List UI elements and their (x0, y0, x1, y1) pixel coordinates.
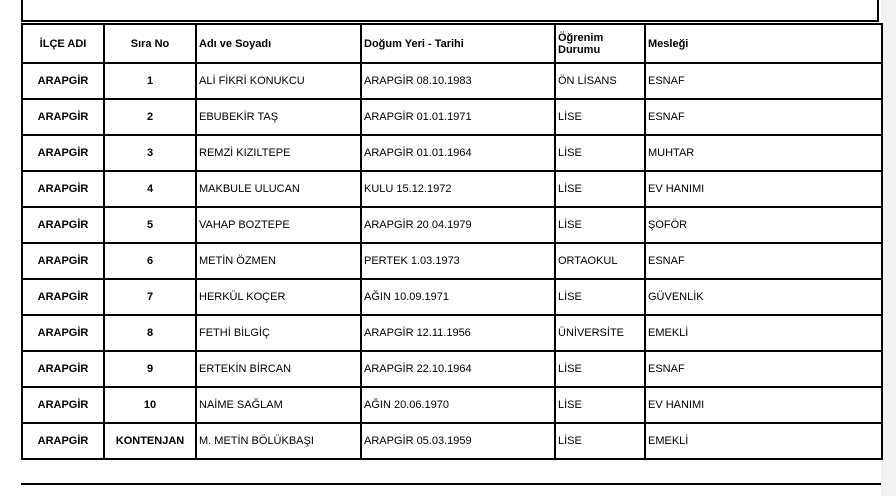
cell-ilce: ARAPGİR (22, 351, 104, 387)
cell-sira: 7 (104, 279, 196, 315)
cell-sira: 2 (104, 99, 196, 135)
cell-ogrenim: LİSE (555, 135, 645, 171)
table-row (22, 171, 882, 207)
cell-dogum: AĞIN 20.06.1970 (361, 387, 555, 423)
cell-ad: ALİ FİKRİ KONUKCU (196, 63, 361, 99)
cell-ogrenim: LİSE (555, 387, 645, 423)
table-row (22, 423, 882, 459)
cell-dogum: ARAPGİR 20 04.1979 (361, 207, 555, 243)
header-ad: Adı ve Soyadı (196, 24, 361, 63)
cell-ilce: ARAPGİR (22, 243, 104, 279)
cell-ogrenim: LİSE (555, 279, 645, 315)
cell-ad: HERKÜL KOÇER (196, 279, 361, 315)
candidate-table (21, 23, 883, 460)
cell-dogum: ARAPGİR 05.03.1959 (361, 423, 555, 459)
cell-ogrenim: LİSE (555, 171, 645, 207)
cell-sira: 3 (104, 135, 196, 171)
cell-dogum: KULU 15.12.1972 (361, 171, 555, 207)
cell-ilce: ARAPGİR (22, 279, 104, 315)
cell-meslek: EV HANIMI (645, 171, 882, 207)
cell-meslek: GÜVENLİK (645, 279, 882, 315)
cell-ilce: ARAPGİR (22, 63, 104, 99)
cell-sira: 9 (104, 351, 196, 387)
table-row (22, 243, 882, 279)
cell-ilce: ARAPGİR (22, 423, 104, 459)
cell-ad: NAİME SAĞLAM (196, 387, 361, 423)
cell-ad: EBUBEKİR TAŞ (196, 99, 361, 135)
cell-ogrenim: ÜNİVERSİTE (555, 315, 645, 351)
cell-meslek: ESNAF (645, 63, 882, 99)
cell-ilce: ARAPGİR (22, 99, 104, 135)
cell-ad: METİN ÖZMEN (196, 243, 361, 279)
cell-sira: 10 (104, 387, 196, 423)
cell-ad: MAKBULE ULUCAN (196, 171, 361, 207)
table-row (22, 99, 882, 135)
cell-ad: VAHAP BOZTEPE (196, 207, 361, 243)
cell-ilce: ARAPGİR (22, 315, 104, 351)
cell-ilce: ARAPGİR (22, 207, 104, 243)
cell-ilce: ARAPGİR (22, 387, 104, 423)
header-ilce: İLÇE ADI (22, 24, 104, 63)
cell-ad: ERTEKİN BİRCAN (196, 351, 361, 387)
cell-dogum: ARAPGİR 12.11.1956 (361, 315, 555, 351)
cell-meslek: ŞOFÖR (645, 207, 882, 243)
table-row (22, 135, 882, 171)
cell-meslek: EMEKLİ (645, 423, 882, 459)
header-ogrenim: Öğrenim Durumu (555, 24, 645, 63)
cell-sira: 6 (104, 243, 196, 279)
table-row (22, 387, 882, 423)
cell-sira: 1 (104, 63, 196, 99)
cell-dogum: AĞIN 10.09.1971 (361, 279, 555, 315)
cell-ad: REMZİ KIZILTEPE (196, 135, 361, 171)
cell-meslek: MUHTAR (645, 135, 882, 171)
cell-ad: M. METİN BÖLÜKBAŞI (196, 423, 361, 459)
cell-meslek: ESNAF (645, 243, 882, 279)
cell-meslek: EMEKLİ (645, 315, 882, 351)
table-row (22, 351, 882, 387)
cell-dogum: PERTEK 1.03.1973 (361, 243, 555, 279)
cell-ogrenim: LİSE (555, 99, 645, 135)
cell-meslek: ESNAF (645, 99, 882, 135)
cell-meslek: EV HANIMI (645, 387, 882, 423)
cell-dogum: ARAPGİR 01.01.1971 (361, 99, 555, 135)
cell-dogum: ARAPGİR 01.01.1964 (361, 135, 555, 171)
cell-sira: 4 (104, 171, 196, 207)
header-meslek: Mesleği (645, 24, 882, 63)
cell-meslek: ESNAF (645, 351, 882, 387)
cell-sira: 8 (104, 315, 196, 351)
table-row (22, 279, 882, 315)
header-sira: Sıra No (104, 24, 196, 63)
cell-ogrenim: ORTAOKUL (555, 243, 645, 279)
cell-ogrenim: ÖN LİSANS (555, 63, 645, 99)
cell-sira: 5 (104, 207, 196, 243)
cell-ogrenim: LİSE (555, 423, 645, 459)
table-row (22, 63, 882, 99)
cell-ogrenim: LİSE (555, 351, 645, 387)
table-top-strip (21, 0, 879, 22)
cell-ad: FETHİ BİLGİÇ (196, 315, 361, 351)
cell-sira: KONTENJAN (104, 423, 196, 459)
cell-ilce: ARAPGİR (22, 171, 104, 207)
table-row (22, 207, 882, 243)
header-dogum: Doğum Yeri - Tarihi (361, 24, 555, 63)
table-body (22, 63, 882, 459)
cell-dogum: ARAPGİR 22.10.1964 (361, 351, 555, 387)
page-edge-shadow (881, 0, 896, 496)
table-bottom-rule (21, 483, 881, 485)
cell-dogum: ARAPGİR 08.10.1983 (361, 63, 555, 99)
table-header-row (22, 24, 882, 63)
cell-ilce: ARAPGİR (22, 135, 104, 171)
table-row (22, 315, 882, 351)
cell-ogrenim: LİSE (555, 207, 645, 243)
